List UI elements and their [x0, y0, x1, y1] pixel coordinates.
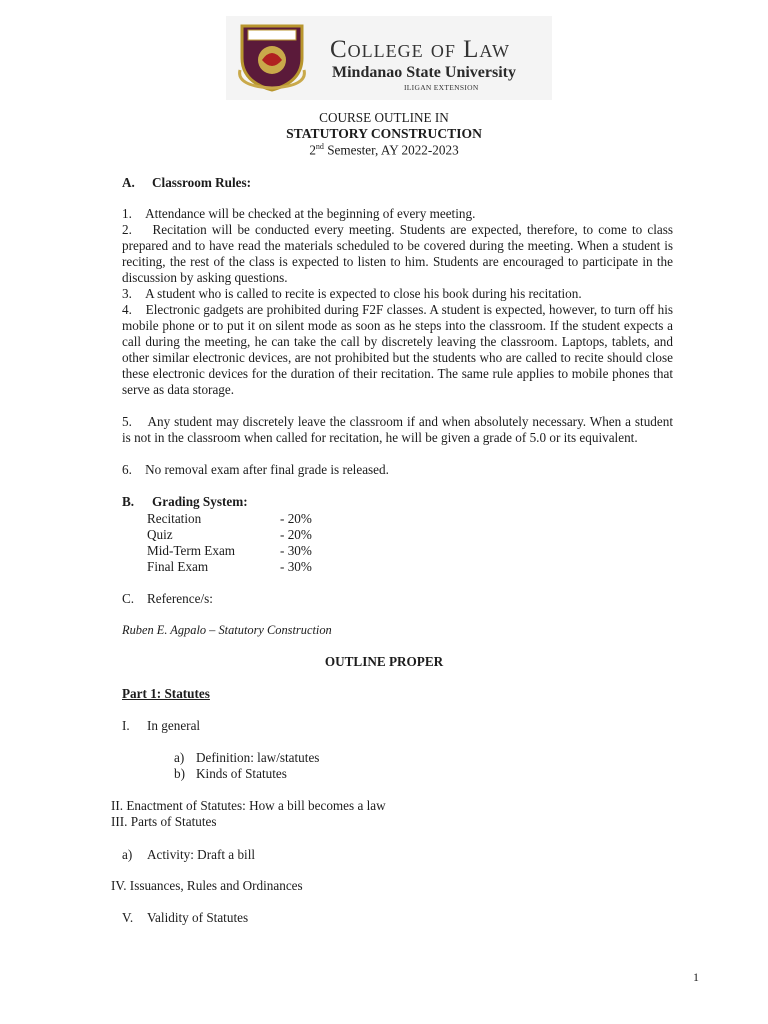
section-b-heading: Grading System: [152, 494, 248, 509]
outline-iii: III. Parts of Statutes [111, 814, 217, 829]
grade-item-value: - 30% [280, 559, 312, 574]
course-outline-label: COURSE OUTLINE IN [319, 110, 449, 125]
outline-heading: OUTLINE PROPER [324, 654, 444, 669]
outline-iii-a-number: a) [122, 847, 133, 862]
grade-item-label: Recitation [147, 511, 202, 526]
outline-v-text: Validity of Statutes [147, 910, 249, 925]
semester-line: 2nd Semester, AY 2022-2023 [309, 142, 459, 158]
grade-item-value: - 20% [280, 527, 312, 542]
outline-i-a-number: a) [174, 750, 185, 765]
section-c-letter: C. [122, 591, 135, 606]
outline-iv: IV. Issuances, Rules and Ordinances [111, 878, 303, 893]
outline-i-b-number: b) [174, 766, 185, 781]
university-name: Mindanao State University [332, 64, 516, 81]
rule-6: 6. No removal exam after final grade is released. [122, 462, 389, 477]
outline-v-number: V. [122, 910, 134, 925]
college-seal-logo [232, 20, 312, 92]
section-a-heading: Classroom Rules: [152, 175, 252, 190]
rule-3: 3. A student who is called to recite is expected to close his book during his recitation. [122, 286, 582, 301]
outline-i-number: I. [122, 718, 130, 733]
grade-item-label: Quiz [147, 527, 173, 542]
rule-5: 5. Any student may discretely leave the classroom if and when absolutely necessary. When a student is not in the classroom when called for recitation, he will be given a grade of 5.0 or its equivalent. [122, 414, 673, 445]
rule-2: 2. Recitation will be conducted every meeting. Students are expected, therefore, to come to class prepared and to have read the materials scheduled to be covered during the meeting. When a student is reciting, the rest of the class is expected to listen to him. Students are encouraged to participate in the discussion by asking questions. [122, 222, 674, 285]
outline-ii: II. Enactment of Statutes: How a bill becomes a law [111, 798, 386, 813]
outline-i-text: In general [147, 718, 201, 733]
outline-i-a-text: Definition: law/statutes [196, 750, 320, 765]
course-title: STATUTORY CONSTRUCTION [286, 126, 482, 141]
outline-iii-a-text: Activity: Draft a bill [147, 847, 256, 862]
campus-extension: ILIGAN EXTENSION [404, 83, 479, 92]
page-number: 1 [693, 970, 699, 984]
grade-item-label: Final Exam [147, 559, 209, 574]
part-1-heading: Part 1: Statutes [122, 686, 210, 701]
section-c-heading: Reference/s: [147, 591, 213, 606]
rule-4: 4. Electronic gadgets are prohibited during F2F classes. A student is expected, however, to turn off his mobile phone or to put it on silent mode as soon as he steps into the classroom. If the student expects a call during the meeting, he can take the call by discretely leaving the classroom. Laptops, tablets, and other similar electronic devices, are not prohibited but the students who are called to recite should close these electronic devices for the duration of their recitation. The same rule applies to mobile phones that serve as data storage. [122, 302, 674, 397]
grade-item-label: Mid-Term Exam [147, 543, 236, 558]
section-a-letter: A. [122, 175, 135, 190]
outline-i-b-text: Kinds of Statutes [196, 766, 287, 781]
section-b-letter: B. [122, 494, 135, 509]
grade-item-value: - 20% [280, 511, 312, 526]
grade-item-value: - 30% [280, 543, 312, 558]
rule-1: 1. Attendance will be checked at the beginning of every meeting. [122, 206, 476, 221]
college-name: College of Law [330, 36, 510, 63]
reference-entry: Ruben E. Agpalo – Statutory Construction [122, 623, 332, 637]
